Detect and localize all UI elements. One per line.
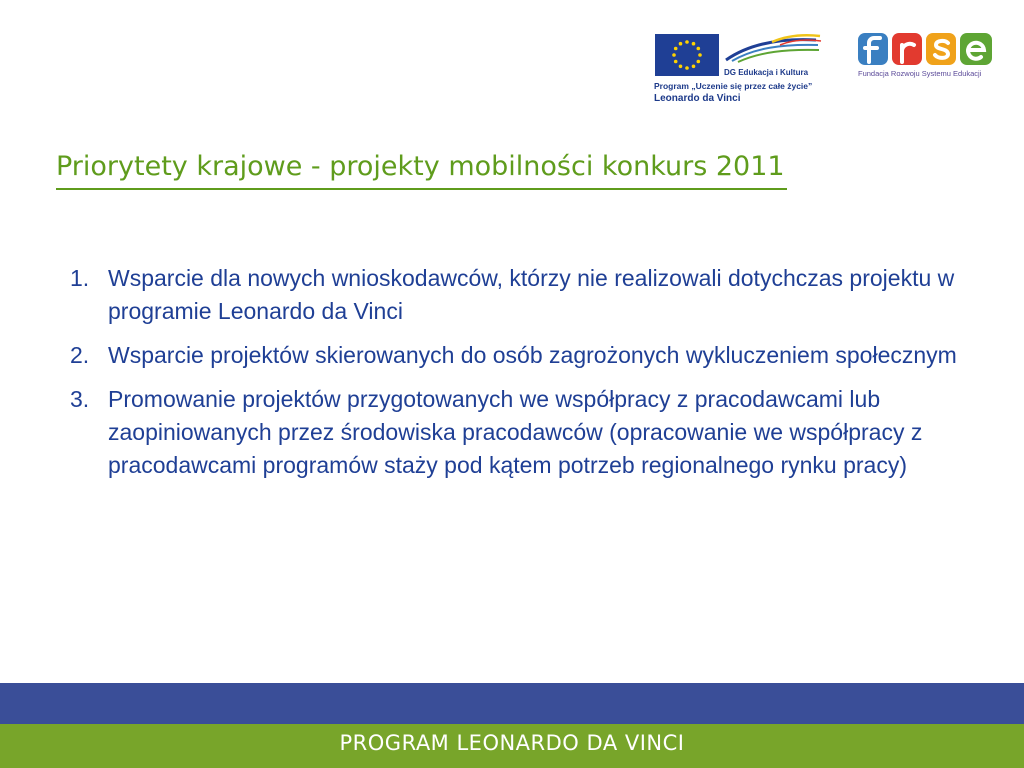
priority-list [70, 262, 990, 493]
frse-wordmark-icon [856, 32, 994, 66]
frse-logo [856, 32, 998, 82]
list-item [70, 262, 990, 328]
eu-leonardo-logo [652, 30, 824, 108]
list-item-number: 1. [70, 265, 90, 291]
list-item-number: 2. [70, 342, 90, 368]
eu-logo-dg-text: DG Edukacja i Kultura [724, 68, 809, 77]
list-item-number: 3. [70, 386, 90, 412]
eu-flag-icon [655, 34, 719, 76]
eu-logo-program-text: Program „Uczenie się przez całe życie” [654, 81, 813, 91]
lifelong-learning-swoosh-icon [724, 30, 824, 70]
list-item-text: Wsparcie projektów skierowanych do osób zagrożonych wykluczeniem społecznym [108, 342, 957, 368]
list-item [70, 383, 990, 482]
list-item-text: Wsparcie dla nowych wnioskodawców, którzy nie realizowali dotychczas projektu w programie Leonardo da Vinci [108, 265, 955, 324]
frse-caption: Fundacja Rozwoju Systemu Edukacji [858, 69, 982, 78]
footer-blue-band [0, 683, 1024, 724]
list-item-text: Promowanie projektów przygotowanych we współpracy z pracodawcami lub zaopiniowanych przez środowiska pracodawców (opracowanie we współpracy z pracodawcami programów staży pod kątem potrzeb regionalnego rynku pracy) [108, 386, 923, 478]
list-item [70, 339, 990, 372]
slide-title: Priorytety krajowe - projekty mobilności konkurs 2011 [56, 148, 787, 190]
eu-logo-leonardo-text: Leonardo da Vinci [654, 93, 741, 104]
footer-green-band [0, 724, 1024, 768]
footer-program-label: PROGRAM LEONARDO DA VINCI [339, 731, 685, 755]
